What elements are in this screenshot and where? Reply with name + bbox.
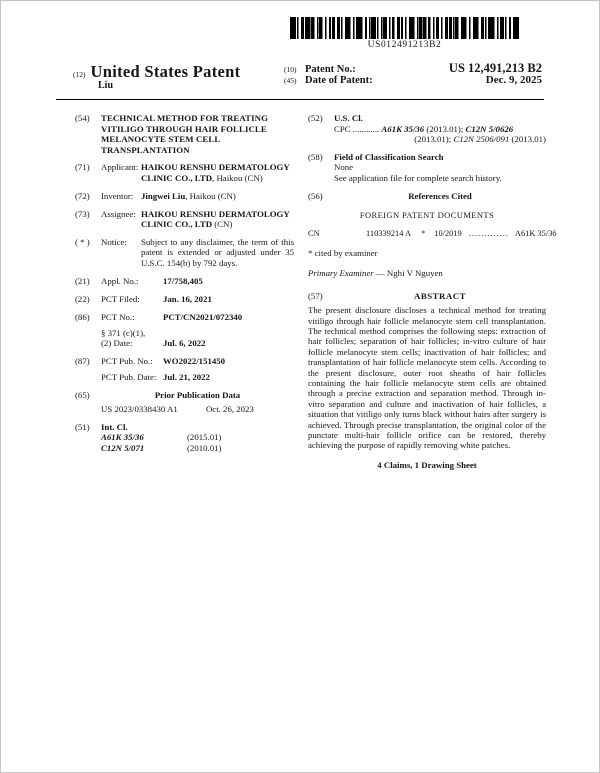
pct-no-label: PCT No.: [101, 311, 135, 322]
int-cl-code: A61K 35/36 [101, 432, 144, 443]
prior-pub-number: US 2023/0338430 A1 [101, 403, 178, 414]
pct-pub-no-label: PCT Pub. No.: [101, 356, 153, 367]
barcode-icon [290, 17, 519, 39]
patent-no-tag: (10) [284, 65, 297, 74]
cpc-prefix: CPC ............ [334, 123, 382, 134]
pct-pub-date-label: PCT Pub. Date: [101, 371, 157, 382]
search-note: See application file for complete search history. [334, 172, 502, 183]
references-heading: References Cited [408, 190, 472, 201]
barcode [290, 17, 519, 51]
inventor-surname: Liu [98, 80, 114, 92]
field-21-appl-no [75, 276, 294, 286]
applicant-label: Applicant: [101, 162, 139, 173]
field-57-abstract [308, 291, 546, 301]
barcode-number: US012491213B2 [367, 40, 442, 50]
leader-dots: ............. [468, 228, 509, 238]
doc-class: A61K 35/36 [514, 228, 557, 238]
field-54-title [75, 113, 294, 155]
field-73-assignee [75, 209, 294, 230]
cpc-version: (2013.01) [509, 134, 546, 145]
field-tag: (58) [308, 152, 323, 163]
pct-371-date-label: (2) Date: [101, 338, 133, 349]
field-tag: (22) [75, 293, 90, 304]
primary-examiner-line [308, 268, 546, 278]
field-tag: (52) [308, 113, 323, 124]
examiner-name: — Nghi V Nguyen [373, 268, 443, 279]
header-left [73, 63, 240, 92]
assignee-name: HAIKOU RENSHU DERMATOLOGY CLINIC CO., LTD [141, 208, 290, 230]
int-cl-row [101, 432, 294, 442]
pct-filed-value: Jan. 16, 2021 [163, 293, 212, 304]
int-cl-code: C12N 5/071 [101, 442, 145, 453]
notice-label: Notice: [101, 236, 127, 247]
field-86-pct-no [75, 312, 294, 349]
pct-371-date-value: Jul. 6, 2022 [163, 338, 206, 349]
left-column [75, 113, 294, 470]
field-72-inventor [75, 191, 294, 201]
us-cl-heading: U.S. Cl. [334, 113, 363, 124]
abstract-heading: ABSTRACT [414, 290, 466, 301]
right-column [308, 113, 557, 470]
examiner-label: Primary Examiner [308, 268, 374, 279]
cpc-code: C12N 5/0626 [465, 123, 514, 134]
field-56-references [308, 191, 546, 201]
cpc-code: A61K 35/36 [381, 123, 425, 134]
assignee-location: (CN) [212, 219, 233, 230]
cpc-code: C12N 2506/091 [453, 134, 510, 145]
field-65-prior-pub [75, 390, 294, 415]
cpc-version: (2013.01); [414, 134, 454, 145]
field-tag: (51) [75, 421, 90, 432]
field-tag: (73) [75, 208, 90, 219]
field-52-us-cl [308, 113, 546, 144]
assignee-value [141, 209, 294, 230]
int-cl-version: (2010.01) [187, 442, 222, 453]
field-tag: (71) [75, 162, 90, 173]
cited-by-examiner-note: * cited by examiner [308, 247, 378, 258]
assignee-label: Assignee: [101, 208, 136, 219]
field-tag: (65) [75, 389, 90, 400]
applicant-value [141, 162, 294, 183]
field-tag: (86) [75, 311, 90, 322]
patent-date: Dec. 9, 2025 [485, 74, 542, 87]
field-tag: (57) [308, 290, 323, 301]
prior-pub-row [101, 404, 294, 414]
doc-number: 110339214 A [366, 228, 412, 238]
search-none: None [334, 162, 354, 173]
field-tag: (56) [308, 190, 323, 201]
applicant-location: , Haikou (CN) [212, 172, 263, 183]
int-cl-heading: Int. Cl. [101, 421, 128, 432]
field-71-applicant [75, 162, 294, 183]
claims-line: 4 Claims, 1 Drawing Sheet [377, 459, 477, 470]
abstract-text: The present disclosure discloses a technical method for treating vitiligo through hair follicle melanocyte stem cell transplantation. The technical method comprises the following steps: extraction of hair follicles; separation of hair follicles; in-vitro culture of hair follicle melanocyte stem cells; inactivation of hair follicles; and transplantation of hair follicle melanocyte stem cells. According to the present disclosure, outer root sheaths of hair follicles containing the hair follicle melanocyte stem cells are obtained through a precise extraction and separation method. Through in-vitro separation and culture and inactivation of hair follicles, a situation that vitiligo only turns black without hairs after surgery is achieved. Through precise transplantation, the original color of the punctate multi-hair follicle orifice can be restored, thereby achieving the purpose of rapidly removing white patches. [308, 305, 546, 451]
date-tag: (45) [284, 76, 297, 86]
body-columns [1, 100, 599, 470]
cited-star: * [421, 228, 426, 238]
cpc-line-2 [334, 134, 546, 144]
inventor-label: Inventor: [101, 190, 134, 201]
patent-number: US 12,491,213 B2 [448, 61, 542, 75]
pct-no-value: PCT/CN2021/072340 [163, 311, 243, 322]
field-tag: (87) [75, 356, 90, 367]
doc-date: 10/2019 [434, 228, 462, 238]
invention-title: TECHNICAL METHOD FOR TREATING VITILIGO THROUGH HAIR FOLLICLE MELANOCYTE STEM CELL TRANSPLANTATION [101, 113, 269, 155]
field-87-pct-pub [75, 356, 294, 382]
header-right [284, 63, 542, 92]
date-label: Date of Patent: [305, 75, 373, 87]
field-22-pct-filed [75, 294, 294, 304]
kind-code-tag: (12) [73, 70, 86, 79]
cpc-line-1 [334, 124, 546, 134]
int-cl-version: (2015.01) [187, 432, 222, 443]
field-tag: (54) [75, 113, 90, 124]
inventor-value [141, 191, 294, 201]
foreign-docs-heading: FOREIGN PATENT DOCUMENTS [359, 210, 495, 221]
applicant-name: HAIKOU RENSHU DERMATOLOGY CLINIC CO., LTD [141, 162, 290, 183]
cpc-version: (2013.01); [424, 123, 466, 134]
patent-no-label: Patent No.: [305, 64, 356, 75]
field-tag: (21) [75, 275, 90, 286]
prior-pub-date: Oct. 26, 2023 [205, 403, 254, 414]
pct-pub-date-value: Jul. 21, 2022 [163, 371, 210, 382]
notice-text: Subject to any disclaimer, the term of this patent is extended or adjusted under 35 U.S.C. 154(b) by 792 days. [141, 236, 294, 268]
inventor-location: , Haikou (CN) [185, 190, 236, 201]
int-cl-row [101, 443, 294, 453]
field-58-search [308, 152, 546, 183]
field-tag: (72) [75, 190, 90, 201]
pct-371-clause: § 371 (c)(1), [101, 327, 146, 338]
pct-filed-label: PCT Filed: [101, 293, 140, 304]
search-heading: Field of Classification Search [334, 152, 444, 163]
inventor-name: Jingwei Liu [141, 190, 186, 201]
field-tag: ( * ) [75, 236, 90, 247]
field-notice [75, 237, 294, 268]
foreign-doc-row [308, 228, 557, 239]
document-title: United States Patent [90, 62, 241, 81]
pct-pub-no-value: WO2022/151450 [163, 356, 226, 367]
field-51-int-cl [75, 422, 294, 453]
appl-no-value: 17/758,405 [163, 275, 203, 286]
appl-no-label: Appl. No.: [101, 275, 139, 286]
country-code: CN [308, 228, 320, 238]
prior-pub-heading: Prior Publication Data [154, 389, 241, 400]
